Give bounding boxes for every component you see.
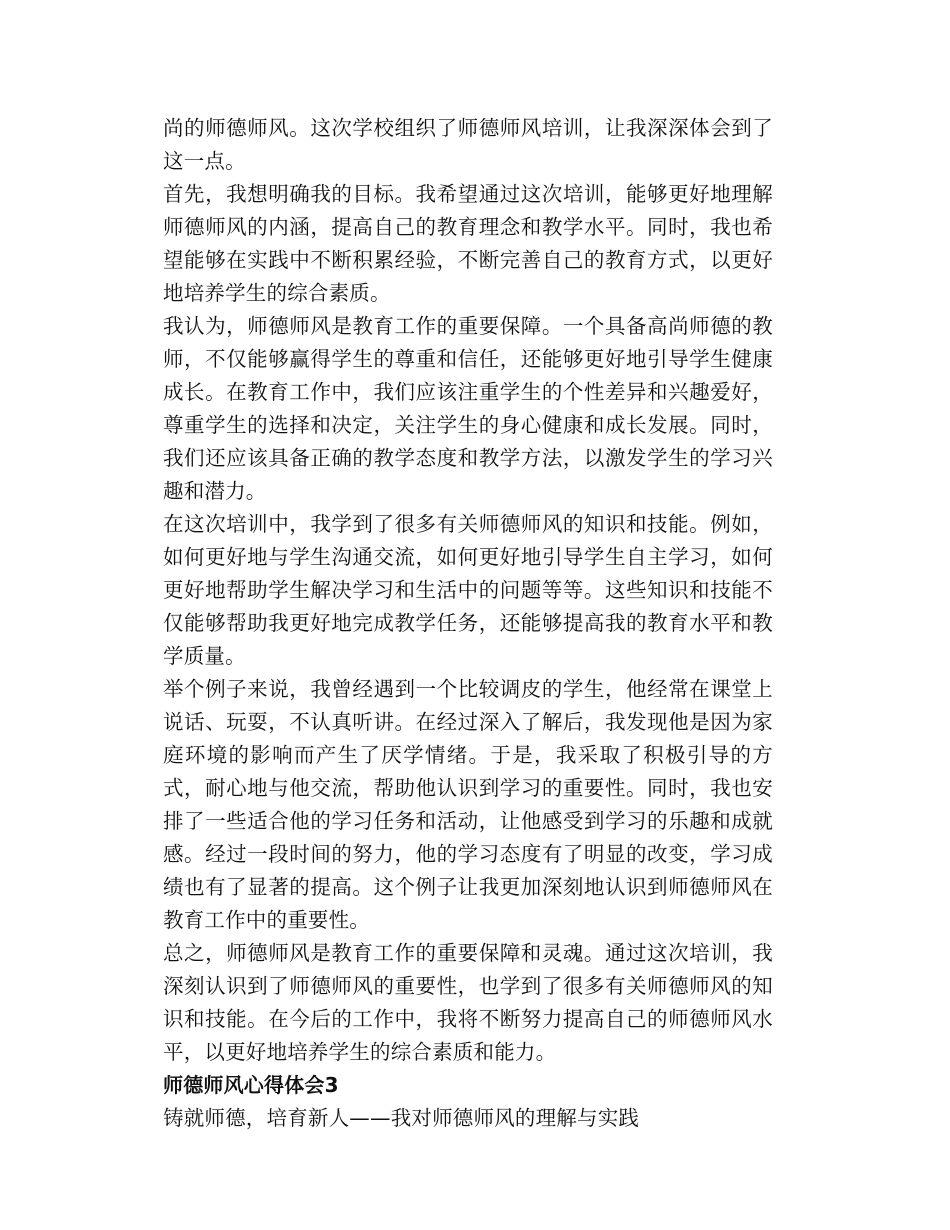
paragraph-5: 举个例子来说，我曾经遇到一个比较调皮的学生，他经常在课堂上说话、玩耍，不认真听讲。在经过深入了解后，我发现他是因为家庭环境的影响而产生了厌学情绪。于是，我采取了积极引导的方式，耐心地与他交流，帮助他认识到学习的重要性。同时，我也安排了一些适合他的学习任务和活动，让他感受到学习的乐趣和成就感。经过一段时间的努力，他的学习态度有了明显的改变，学习成绩也有了显著的提高。这个例子让我更加深刻地认识到师德师风在教育工作中的重要性。	[163, 677, 773, 932]
paragraph-4: 在这次培训中，我学到了很多有关师德师风的知识和技能。例如，如何更好地与学生沟通交流，如何更好地引导学生自主学习，如何更好地帮助学生解决学习和生活中的问题等等。这些知识和技能不仅能够帮助我更好地完成教学任务，还能够提高我的教育水平和教学质量。	[163, 512, 773, 668]
section-subtitle: 铸就师德，培育新人——我对师德师风的理解与实践	[163, 1106, 640, 1130]
paragraph-2: 首先，我想明确我的目标。我希望通过这次培训，能够更好地理解师德师风的内涵，提高自己的教育理念和教学水平。同时，我也希望能够在实践中不断积累经验，不断完善自己的教育方式，以更好地培养学生的综合素质。	[163, 182, 773, 305]
document-body	[163, 112, 773, 1135]
section-heading: 师德师风心得体会3	[163, 1073, 339, 1097]
paragraph-1: 尚的师德师风。这次学校组织了师德师风培训，让我深深体会到了这一点。	[163, 116, 773, 173]
paragraph-3: 我认为，师德师风是教育工作的重要保障。一个具备高尚师德的教师，不仅能够赢得学生的尊重和信任，还能够更好地引导学生健康成长。在教育工作中，我们应该注重学生的个性差异和兴趣爱好，尊重学生的选择和决定，关注学生的身心健康和成长发展。同时，我们还应该具备正确的教学态度和教学方法，以激发学生的学习兴趣和潜力。	[163, 314, 773, 503]
paragraph-6: 总之，师德师风是教育工作的重要保障和灵魂。通过这次培训，我深刻认识到了师德师风的重要性，也学到了很多有关师德师风的知识和技能。在今后的工作中，我将不断努力提高自己的师德师风水平，以更好地培养学生的综合素质和能力。	[163, 941, 773, 1064]
